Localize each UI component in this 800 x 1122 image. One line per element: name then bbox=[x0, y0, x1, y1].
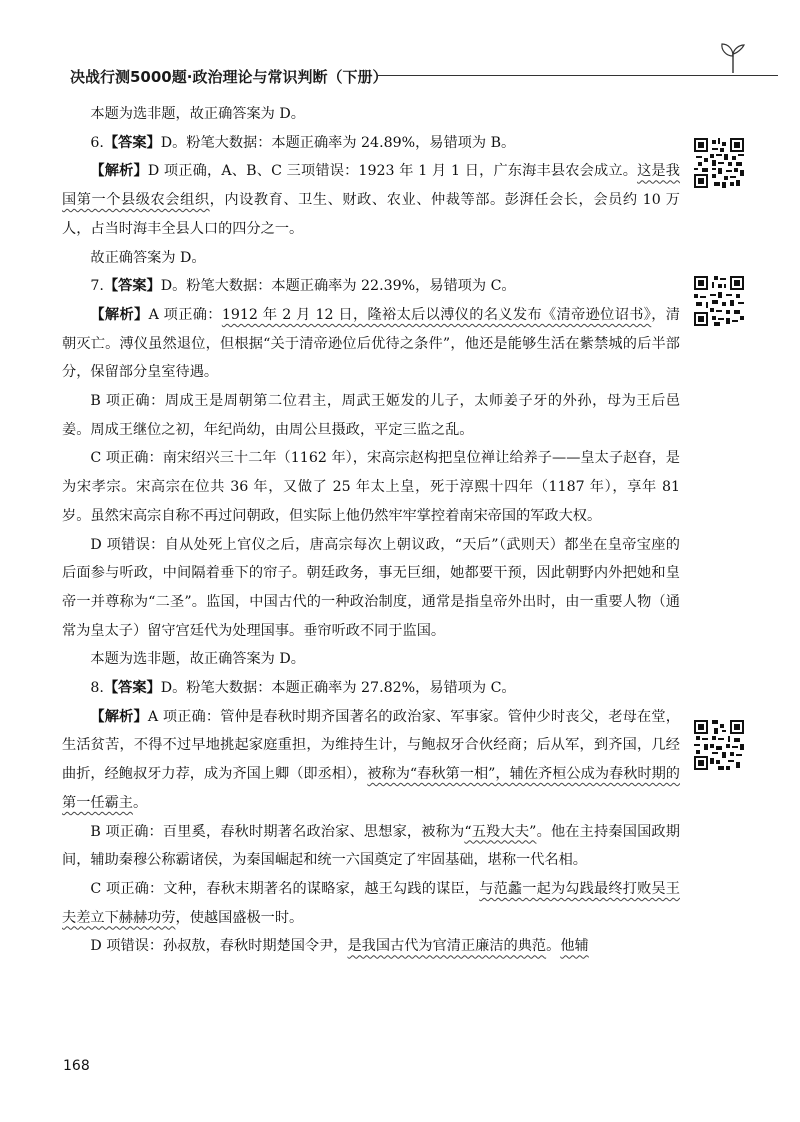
running-header bbox=[60, 58, 750, 94]
q6-conclusion: 故正确答案为 D。 bbox=[90, 249, 206, 266]
q6-analysis: 【解析】D 项正确，A、B、C 三项错误：1923 年 1 月 1 日，广东海丰县农会成立。这是我国第一个县级农会组织，内设教育、卫生、财政、农业、仲裁等部。彭湃任会长，会员约 10 万人，占当时海丰全县人口的四分之一。 bbox=[62, 163, 680, 237]
page-content bbox=[62, 100, 680, 961]
q7-analysis-d: D 项错误：自从处死上官仪之后，唐高宗每次上朝议政，“天后”（武则天）都坐在皇帝宝座的后面参与听政，中间隔着垂下的帘子。朝廷政务，事无巨细，她都要干预，因此朝野内外把她和皇帝一并尊称为“二圣”。监国，中国古代的一种政治制度，通常是指皇帝外出时，由一重要人物（通常为皇太子）留守宫廷代为处理国事。垂帘听政不同于监国。 bbox=[62, 536, 680, 639]
q8-analysis-c: C 项正确：文种，春秋末期著名的谋略家，越王勾践的谋臣，与范蠡一起为勾践最终打败吴王夫差立下赫赫功劳，使越国盛极一时。 bbox=[62, 880, 680, 926]
q8-analysis-d: D 项错误：孙叔敖，春秋时期楚国令尹，是我国古代为官清正廉洁的典范。他辅 bbox=[90, 938, 589, 955]
q8-answer: 8.【答案】D。粉笔大数据：本题正确率为 27.82%，易错项为 C。 bbox=[90, 680, 516, 697]
qr-code-icon[interactable] bbox=[694, 276, 744, 326]
q7-answer: 7.【答案】D。粉笔大数据：本题正确率为 22.39%，易错项为 C。 bbox=[90, 278, 516, 295]
qr-code-icon[interactable] bbox=[694, 720, 744, 770]
q6-answer: 6.【答案】D。粉笔大数据：本题正确率为 24.89%，易错项为 B。 bbox=[90, 134, 516, 151]
header-title: 决战行测5000题·政治理论与常识判断（下册） bbox=[70, 68, 388, 86]
q7-analysis-b: B 项正确：周成王是周朝第二位君主，周武王姬发的儿子，太师姜子牙的外孙，母为王后邑姜。周成王继位之初，年纪尚幼，由周公旦摄政，平定三监之乱。 bbox=[62, 393, 680, 438]
sprout-icon bbox=[718, 40, 748, 74]
q8-analysis-b: B 项正确：百里奚，春秋时期著名政治家、思想家，被称为“五羖大夫”。他在主持秦国国政期间，辅助秦穆公称霸诸侯，为秦国崛起和统一六国奠定了牢固基础，堪称一代名相。 bbox=[62, 823, 680, 869]
header-rule bbox=[378, 75, 778, 76]
qr-code-icon[interactable] bbox=[694, 138, 744, 188]
q8-analysis-a: 【解析】A 项正确：管仲是春秋时期齐国著名的政治家、军事家。管仲少时丧父，老母在堂，生活贫苦，不得不过早地挑起家庭重担，为维持生计，与鲍叔牙合伙经商；后从军，到齐国，几经曲折，经鲍叔牙力荐，成为齐国上卿（即丞相），被称为“春秋第一相”，辅佐齐桓公成为春秋时期的第一任霸主。 bbox=[62, 708, 680, 811]
q7-analysis-c: C 项正确：南宋绍兴三十二年（1162 年），宋高宗赵构把皇位禅让给养子——皇太子赵昚，是为宋孝宗。宋高宗在位共 36 年，又做了 25 年太上皇，死于淳熙十四年（1187 年），享年 81 岁。虽然宋高宗自称不再过问朝政，但实际上他仍然牢牢掌控着南宋帝国的军政大权。 bbox=[62, 450, 680, 524]
page-number: 168 bbox=[63, 1058, 90, 1074]
q7-conclusion: 本题为选非题，故正确答案为 D。 bbox=[90, 651, 305, 668]
q7-analysis-a: 【解析】A 项正确：1912 年 2 月 12 日，隆裕太后以溥仪的名义发布《清帝逊位诏书》，清朝灭亡。溥仪虽然退位，但根据“关于清帝逊位后优待之条件”，他还是能够生活在紫禁城的后半部分，保留部分皇室待遇。 bbox=[62, 306, 680, 381]
q5-conclusion: 本题为选非题，故正确答案为 D。 bbox=[90, 106, 305, 122]
